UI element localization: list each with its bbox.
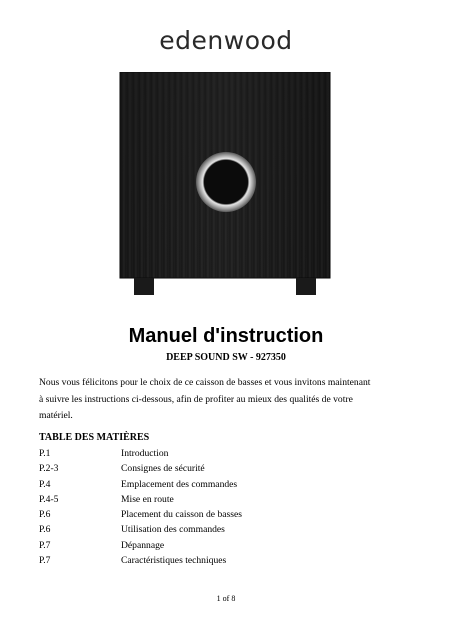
toc-item [39, 507, 399, 522]
table-of-contents [39, 446, 399, 568]
toc-item [39, 492, 399, 507]
toc-label: Dépannage [121, 539, 165, 551]
document-title: Manuel d'instruction [128, 325, 324, 347]
toc-label: Placement du caisson de basses [121, 509, 242, 521]
intro-line: à suivre les instructions ci-dessous, afin de profiter au mieux des qualités de votre [39, 393, 353, 405]
toc-heading: TABLE DES MATIÈRES [39, 432, 150, 443]
toc-page: P.4-5 [39, 493, 59, 505]
intro-line: Nous vous félicitons pour le choix de ce caisson de basses et vous invitons maintenant [39, 377, 371, 388]
document-subtitle: DEEP SOUND SW - 927350 [166, 352, 286, 363]
page-indicator: 1 of 8 [216, 594, 236, 603]
toc-item [39, 477, 399, 492]
toc-page: P.1 [39, 448, 51, 459]
toc-item [39, 522, 399, 537]
toc-page: P.2-3 [39, 463, 59, 475]
toc-page: P.7 [39, 539, 51, 551]
toc-item [39, 461, 399, 476]
toc-page: P.6 [39, 509, 51, 521]
intro-line: matériel. [39, 410, 73, 421]
port-opening [204, 160, 248, 204]
subwoofer-image [110, 72, 340, 302]
toc-item [39, 538, 399, 553]
intro-paragraph [39, 375, 399, 425]
toc-label: Consignes de sécurité [121, 463, 205, 475]
toc-page: P.6 [39, 524, 51, 536]
toc-label: Caractéristiques techniques [121, 555, 227, 567]
toc-label: Utilisation des commandes [121, 524, 225, 536]
toc-page: P.7 [39, 555, 51, 567]
toc-label: Introduction [121, 448, 169, 459]
toc-label: Mise en route [121, 493, 174, 505]
toc-label: Emplacement des commandes [121, 478, 238, 490]
brand-name: edenwood [159, 26, 293, 55]
toc-item [39, 553, 399, 568]
toc-item [39, 446, 399, 461]
toc-page: P.4 [39, 478, 51, 490]
brand-logo [0, 26, 452, 55]
